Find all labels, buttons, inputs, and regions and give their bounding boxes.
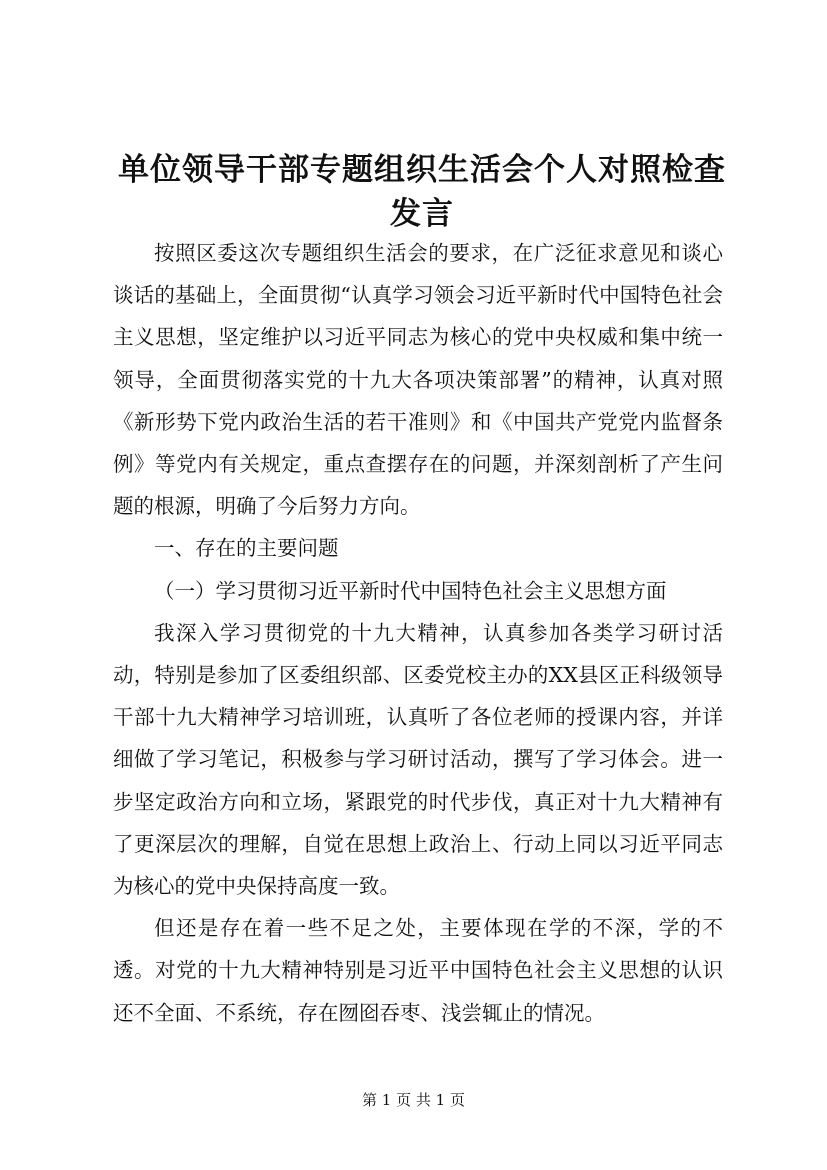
document-title: 单位领导干部专题组织生活会个人对照检查发言 bbox=[118, 152, 726, 232]
subsection-heading: （一）学习贯彻习近平新时代中国特色社会主义思想方面 bbox=[154, 578, 667, 603]
document-body bbox=[113, 232, 723, 1034]
page-number-footer: 第 1 页 共 1 页 bbox=[362, 1091, 465, 1109]
intro-paragraph: 按照区委这次专题组织生活会的要求，在广泛征求意见和谈心谈话的基础上，全面贯彻“认真学习领会习近平新时代中国特色社会主义思想，坚定维护以习近平同志为核心的党中央权威和集中统一领导，全面贯彻落实党的十九大各项决策部署”的精神，认真对照《新形势下党内政治生活的若干准则》和《中国共产党党内监督条例》等党内有关规定，重点查摆存在的问题，并深刻剖析了产生问题的根源，明确了今后努力方向。 bbox=[113, 241, 723, 519]
body-paragraph: 但还是存在着一些不足之处，主要体现在学的不深，学的不透。对党的十九大精神特别是习近平中国特色社会主义思想的认识还不全面、不系统，存在囫囵吞枣、浅尝辄止的情况。 bbox=[113, 916, 723, 1025]
body-paragraph: 我深入学习贯彻党的十九大精神，认真参加各类学习研讨活动，特别是参加了区委组织部、区委党校主办的XX县区正科级领导干部十九大精神学习培训班，认真听了各位老师的授课内容，并详细做了学习笔记，积极参与学习研讨活动，撰写了学习体会。进一步坚定政治方向和立场，紧跟党的时代步伐，真正对十九大精神有了更深层次的理解，自觉在思想上政治上、行动上同以习近平同志为核心的党中央保持高度一致。 bbox=[113, 620, 723, 899]
section-heading: 一、存在的主要问题 bbox=[154, 536, 339, 561]
